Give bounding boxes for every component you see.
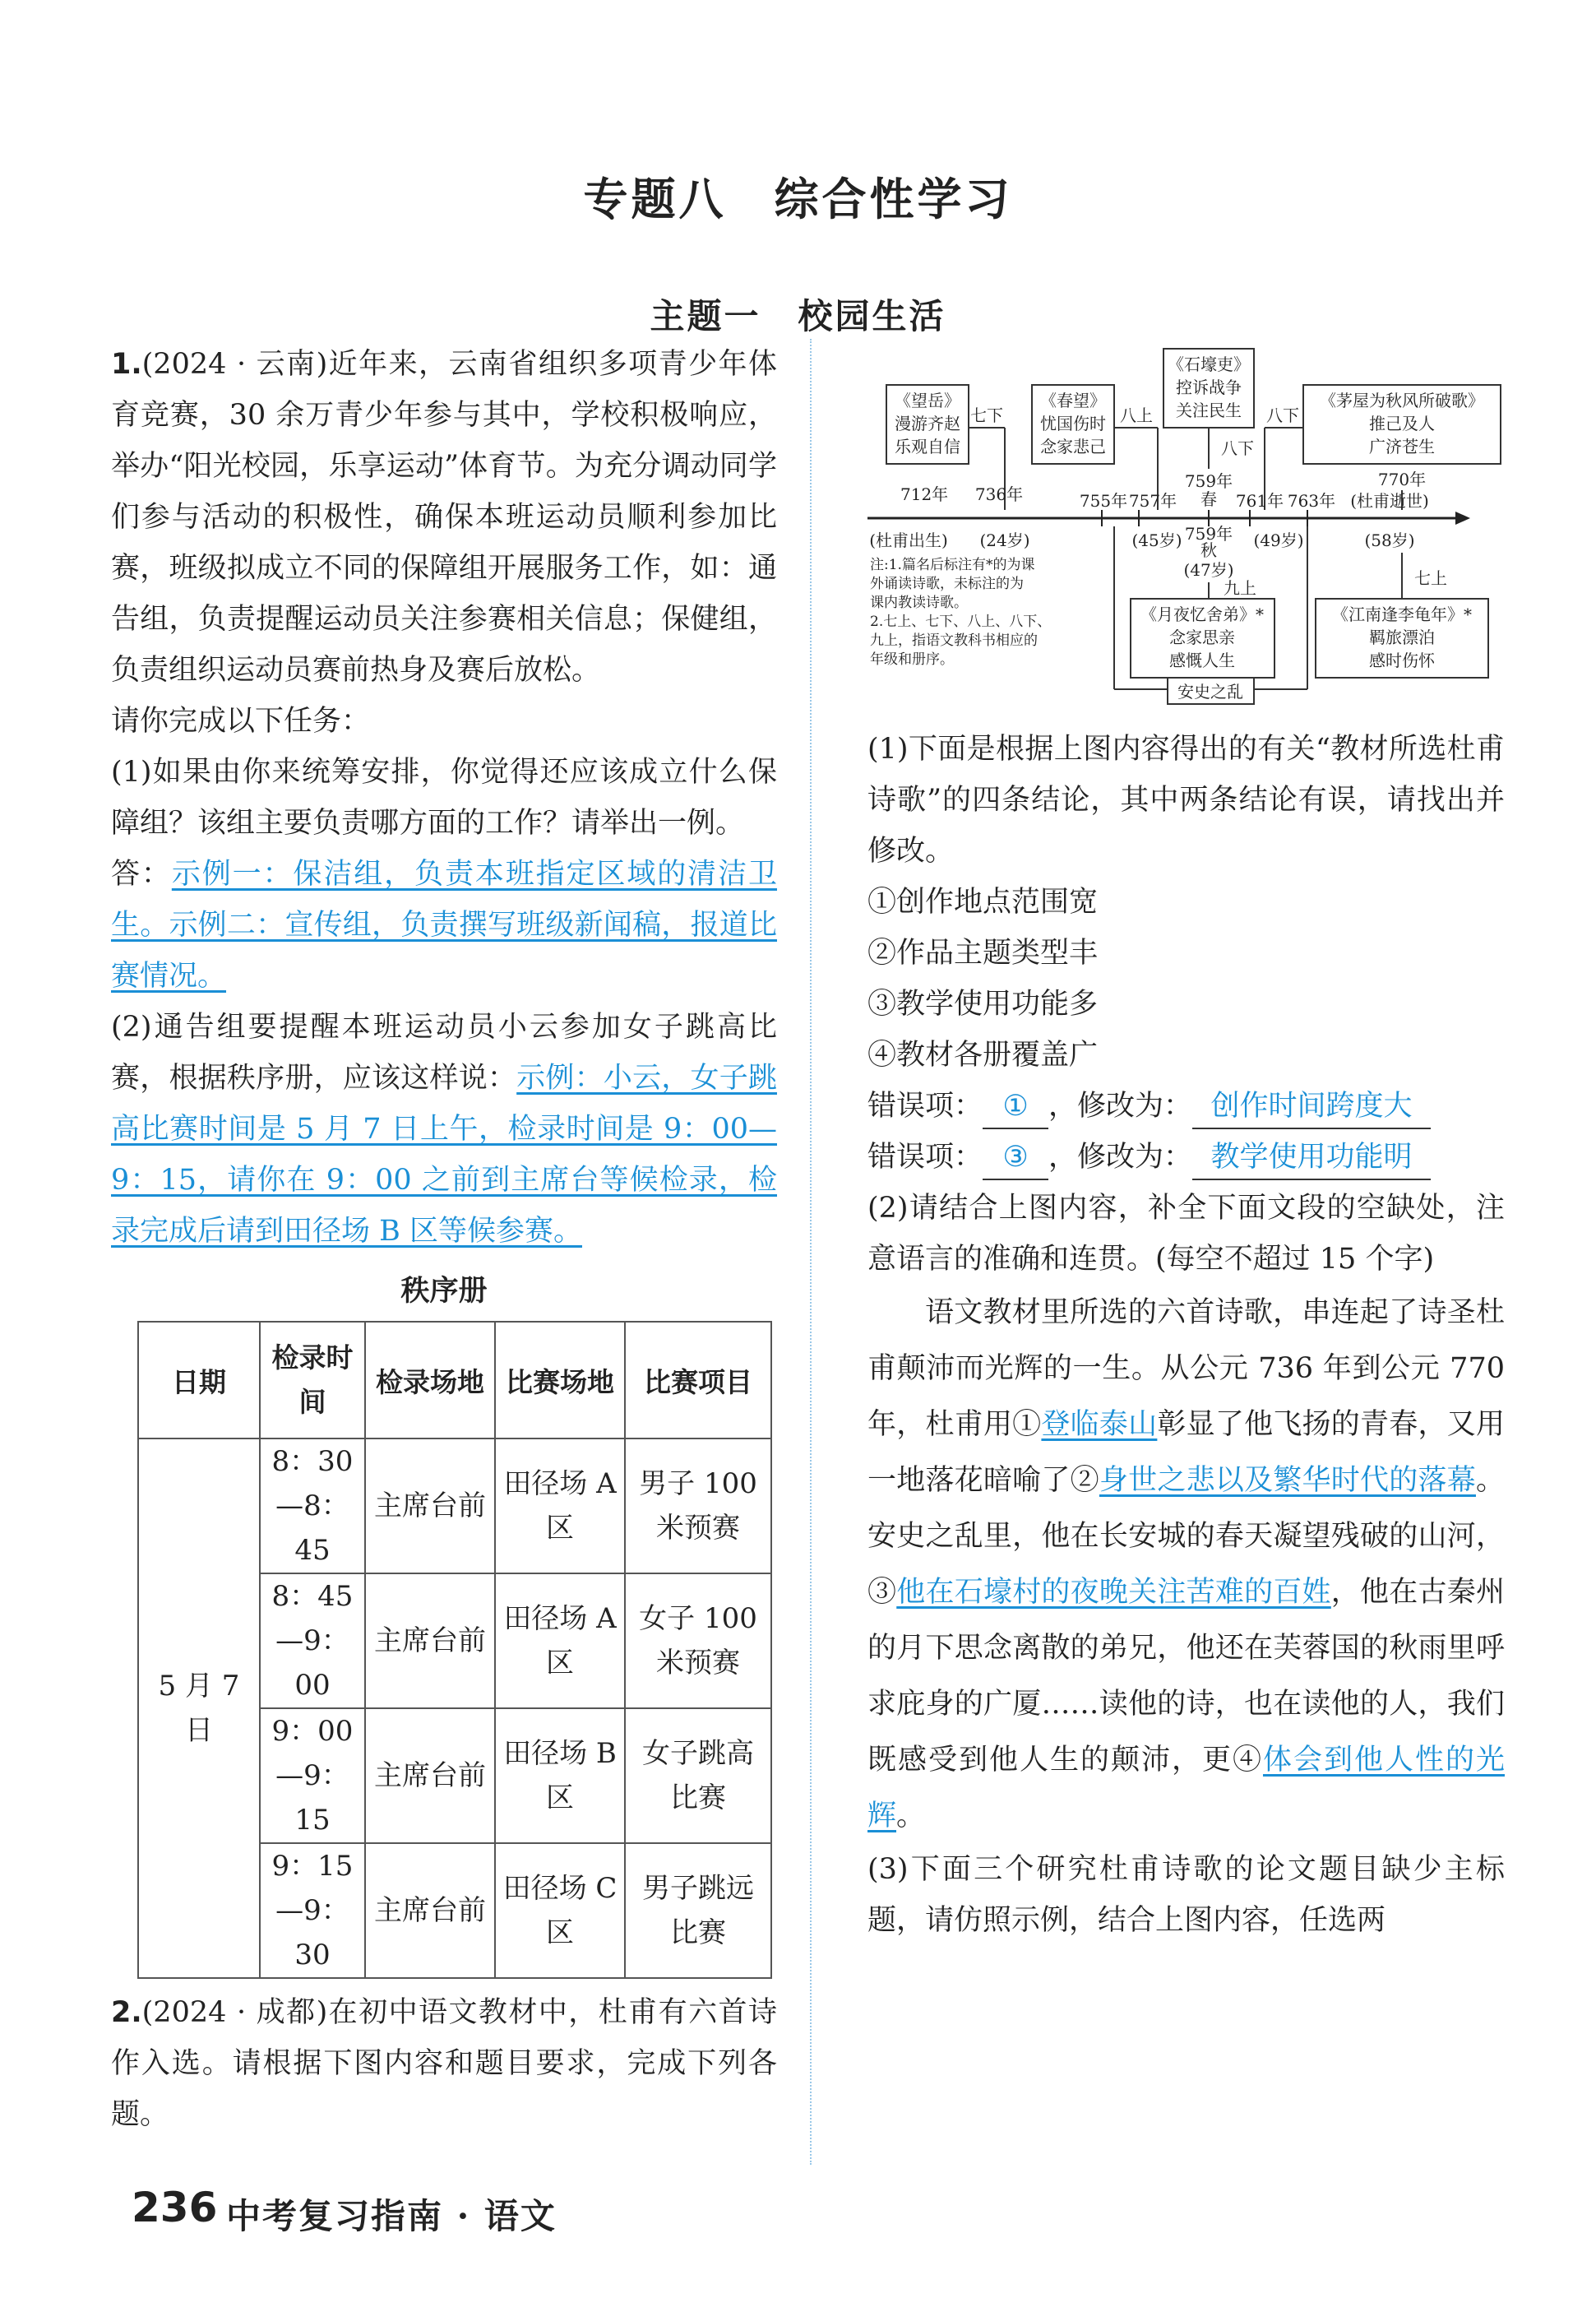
cell-venue: 田径场 B 区	[495, 1708, 625, 1843]
box-wangyue-line2: 乐观自信	[895, 437, 960, 456]
th-checkin-place: 检录场地	[365, 1322, 495, 1438]
cell-venue: 田径场 A 区	[495, 1438, 625, 1573]
para-text-e: 。	[896, 1800, 926, 1832]
cell-time: 8：45—9：00	[260, 1573, 365, 1708]
age-24: (24岁)	[979, 530, 1030, 550]
cell-venue: 田径场 A 区	[495, 1573, 625, 1708]
autumn-label: 秋	[1200, 540, 1217, 560]
error-item-2: ③	[983, 1136, 1048, 1180]
answer-prefix: 答：	[111, 858, 172, 891]
right-column	[867, 724, 1505, 1946]
th-event: 比赛项目	[625, 1322, 771, 1438]
year-736: 736年	[974, 484, 1024, 504]
grade-yueye: 九上	[1224, 578, 1256, 598]
cell-place: 主席台前	[365, 1573, 495, 1708]
box-jiangnan-title: 《江南逢李龟年》*	[1332, 605, 1472, 624]
q2-source: (2024 · 成都)	[141, 1996, 328, 2029]
para-text-a: 语文教材里所选的六首诗歌，串连起了诗圣杜甫颠沛而光辉的一生。从公元 736 年到公元 770 年，杜甫用①	[867, 1296, 1505, 1441]
year-712: 712年	[900, 484, 949, 504]
box-wangyue-line1: 漫游齐赵	[895, 414, 960, 433]
cell-event: 女子 100 米预赛	[625, 1573, 771, 1708]
section-title: 主题一 校园生活	[650, 296, 946, 336]
left-column	[111, 339, 777, 2140]
fill-blank-3: 他在石壕村的夜晚关注苦难的百姓	[896, 1576, 1331, 1609]
para-text-b: 彰显了他飞扬的青春，又用一地落花暗喻了②	[867, 1408, 1505, 1497]
para-text-d: ，他在古秦州的月下思念离散的弟兄，他还在芙蓉国的秋雨里呼求庇身的广厦……读他的诗，也在读他的人，我们既感受到他人生的颠沛，更④	[867, 1576, 1505, 1777]
q1-intro-text: 近年来，云南省组织多项青少年体育竞赛，30 余万青少年参与其中，学校积极响应，举办“阳光校园，乐享运动”体育节。为充分调动同学们参与活动的积极性，确保本班运动员顺利参加比赛，班级拟成立不同的保障组开展服务工作，如：通告组，负责提醒运动员关注参赛相关信息；保健组，负责组织运动员赛前热身及赛后放松。	[111, 348, 777, 687]
q1-intro	[111, 339, 777, 696]
age-58: (58岁)	[1364, 530, 1415, 550]
column-divider	[810, 339, 812, 2165]
year-761: 761年	[1235, 491, 1284, 511]
box-jiangnan-line2: 感时伤怀	[1369, 651, 1435, 670]
year-759-autumn: 759年	[1184, 524, 1233, 544]
cell-event: 男子 100 米预赛	[625, 1438, 771, 1573]
error-item-1: ①	[983, 1085, 1048, 1129]
age-47: (47岁)	[1183, 560, 1234, 580]
year-757: 757年	[1128, 491, 1177, 511]
box-yueye-line2: 感慨人生	[1169, 651, 1235, 670]
table-row	[138, 1438, 771, 1573]
box-chunwang-line1: 忧国伤时	[1040, 414, 1106, 433]
error-line-1	[867, 1081, 1505, 1132]
year-763: 763年	[1287, 491, 1336, 511]
box-shihaoli-line1: 控诉战争	[1176, 378, 1242, 397]
box-shihaoli-title: 《石壕吏》	[1168, 354, 1250, 374]
q1-sub1-answer: 示例一：保洁组，负责本班指定区域的清洁卫生。示例二：宣传组，负责撰写班级新闻稿，报道比赛情况。	[111, 858, 777, 993]
q2-sub1-question: (1)下面是根据上图内容得出的有关“教材所选杜甫诗歌”的四条结论，其中两条结论有误，请找出并修改。	[867, 733, 1505, 868]
cell-place: 主席台前	[365, 1843, 495, 1978]
fix-label: ，修改为：	[1048, 1090, 1193, 1123]
cell-event: 男子跳远比赛	[625, 1843, 771, 1978]
q2-sub2-question: (2)请结合上图内容，补全下面文段的空缺处，注意语言的准确和连贯。(每空不超过 15 个字)	[867, 1192, 1505, 1276]
cell-place: 主席台前	[365, 1708, 495, 1843]
q2-intro-text: 在初中语文教材中，杜甫有六首诗作入选。请根据下图内容和题目要求，完成下列各题。	[111, 1996, 777, 2131]
th-venue: 比赛场地	[495, 1322, 625, 1438]
q2-sub3-question: (3)下面三个研究杜甫诗歌的论文题目缺少主标题，请仿照示例，结合上图内容，任选两	[867, 1853, 1505, 1937]
cell-date: 5 月 7 日	[138, 1438, 260, 1978]
dufu-timeline-diagram	[863, 345, 1513, 716]
error-label: 错误项：	[867, 1090, 983, 1123]
grade-wangyue: 七下	[970, 405, 1003, 425]
book-title: 中考复习指南 · 语文	[226, 2196, 557, 2236]
year-759-spring-label: 759年	[1184, 471, 1233, 491]
fill-blank-2: 身世之悲以及繁华时代的落幕	[1099, 1464, 1476, 1497]
q1-sub2-answer: 示例：小云，女子跳高比赛时间是 5 月 7 日上午，检录时间是 9：00—9：15，请你在 9：00 之前到主席台等候检录，检录完成后请到田径场 B 区等候参赛。	[111, 1062, 777, 1248]
age-45: (45岁)	[1131, 530, 1182, 550]
note-line-5: 九上，指语文教科书相应的	[870, 632, 1038, 649]
birth-label: (杜甫出生)	[869, 530, 948, 550]
box-yueye-title: 《月夜忆舍弟》*	[1140, 605, 1264, 624]
q1-source: (2024 · 云南)	[141, 348, 328, 381]
conclusion-1: ①创作地点范围宽	[867, 886, 1099, 919]
conclusion-3: ③教学使用功能多	[867, 988, 1099, 1021]
box-chunwang-line2: 念家悲己	[1040, 437, 1106, 456]
age-49: (49岁)	[1253, 530, 1304, 550]
anshi-label: 安史之乱	[1177, 682, 1243, 702]
q1-sub1-answer-line	[111, 849, 777, 1002]
year-755: 755年	[1079, 491, 1128, 511]
year-770: 770年	[1377, 470, 1427, 489]
box-shihaoli-line2: 关注民生	[1176, 401, 1242, 420]
grade-maowu: 八下	[1266, 405, 1299, 425]
grade-jiangnan: 七上	[1414, 568, 1447, 588]
cell-event: 女子跳高比赛	[625, 1708, 771, 1843]
q1-task: 请你完成以下任务：	[111, 705, 371, 738]
box-wangyue-title: 《望岳》	[895, 391, 960, 410]
q1-number: 1.	[111, 348, 142, 381]
schedule-table	[137, 1321, 772, 1979]
page-title: 专题八 综合性学习	[583, 174, 1013, 225]
th-checkin-time: 检录时间	[260, 1322, 365, 1438]
cell-time: 8：30—8：45	[260, 1438, 365, 1573]
grade-shihaoli: 八下	[1221, 438, 1254, 458]
page-number: 236	[132, 2184, 218, 2231]
death-label: (杜甫逝世)	[1350, 491, 1429, 511]
box-maowu-line1: 推己及人	[1369, 414, 1435, 433]
cell-venue: 田径场 C 区	[495, 1843, 625, 1978]
fix-answer-2: 教学使用功能明	[1192, 1136, 1431, 1180]
q1-sub2	[111, 1002, 777, 1257]
note-line-3: 课内教读诗歌。	[870, 595, 968, 611]
fix-answer-1: 创作时间跨度大	[1192, 1085, 1431, 1129]
fix-label: ，修改为：	[1048, 1141, 1193, 1174]
note-line-4: 2.七上、七下、八上、八下、	[870, 614, 1052, 630]
note-line-6: 年级和册序。	[870, 651, 954, 668]
cell-time: 9：00—9：15	[260, 1708, 365, 1843]
error-line-2	[867, 1132, 1505, 1183]
box-maowu-title: 《茅屋为秋风所破歌》	[1320, 391, 1484, 410]
cell-time: 9：15—9：30	[260, 1843, 365, 1978]
q1-sub1-question: (1)如果由你来统筹安排，你觉得还应该成立什么保障组？该组主要负责哪方面的工作？请举出一例。	[111, 756, 777, 840]
q2-intro	[111, 1987, 777, 2140]
note-line-2: 外诵读诗歌，未标注的为	[870, 576, 1024, 592]
table-header-row	[138, 1322, 771, 1438]
q1-sub2-question: (2)通告组要提醒本班运动员小云参加女子跳高比赛，根据秩序册，应该这样说：	[111, 1011, 777, 1095]
note-line-1: 注:1.篇名后标注有*的为课	[870, 557, 1035, 573]
box-maowu-line2: 广济苍生	[1369, 437, 1435, 456]
para-text-c: 。安史之乱里，他在长安城的春天凝望残破的山河，③	[867, 1464, 1505, 1609]
box-yueye-line1: 念家思亲	[1169, 628, 1235, 647]
conclusion-2: ②作品主题类型丰	[867, 937, 1099, 970]
th-date: 日期	[138, 1322, 260, 1438]
fill-blank-4: 体会到他人性的光辉	[867, 1744, 1505, 1832]
table-caption: 秩序册	[400, 1275, 488, 1308]
q2-paragraph	[867, 1285, 1505, 1844]
cell-place: 主席台前	[365, 1438, 495, 1573]
q2-number: 2.	[111, 1996, 142, 2029]
spring-label: 春	[1200, 489, 1217, 509]
box-jiangnan-line1: 羁旅漂泊	[1369, 628, 1435, 647]
grade-chunwang: 八上	[1120, 405, 1153, 425]
box-chunwang-title: 《春望》	[1040, 391, 1106, 410]
error-label: 错误项：	[867, 1141, 983, 1174]
fill-blank-1: 登临泰山	[1041, 1408, 1158, 1441]
conclusion-4: ④教材各册覆盖广	[867, 1039, 1099, 1072]
